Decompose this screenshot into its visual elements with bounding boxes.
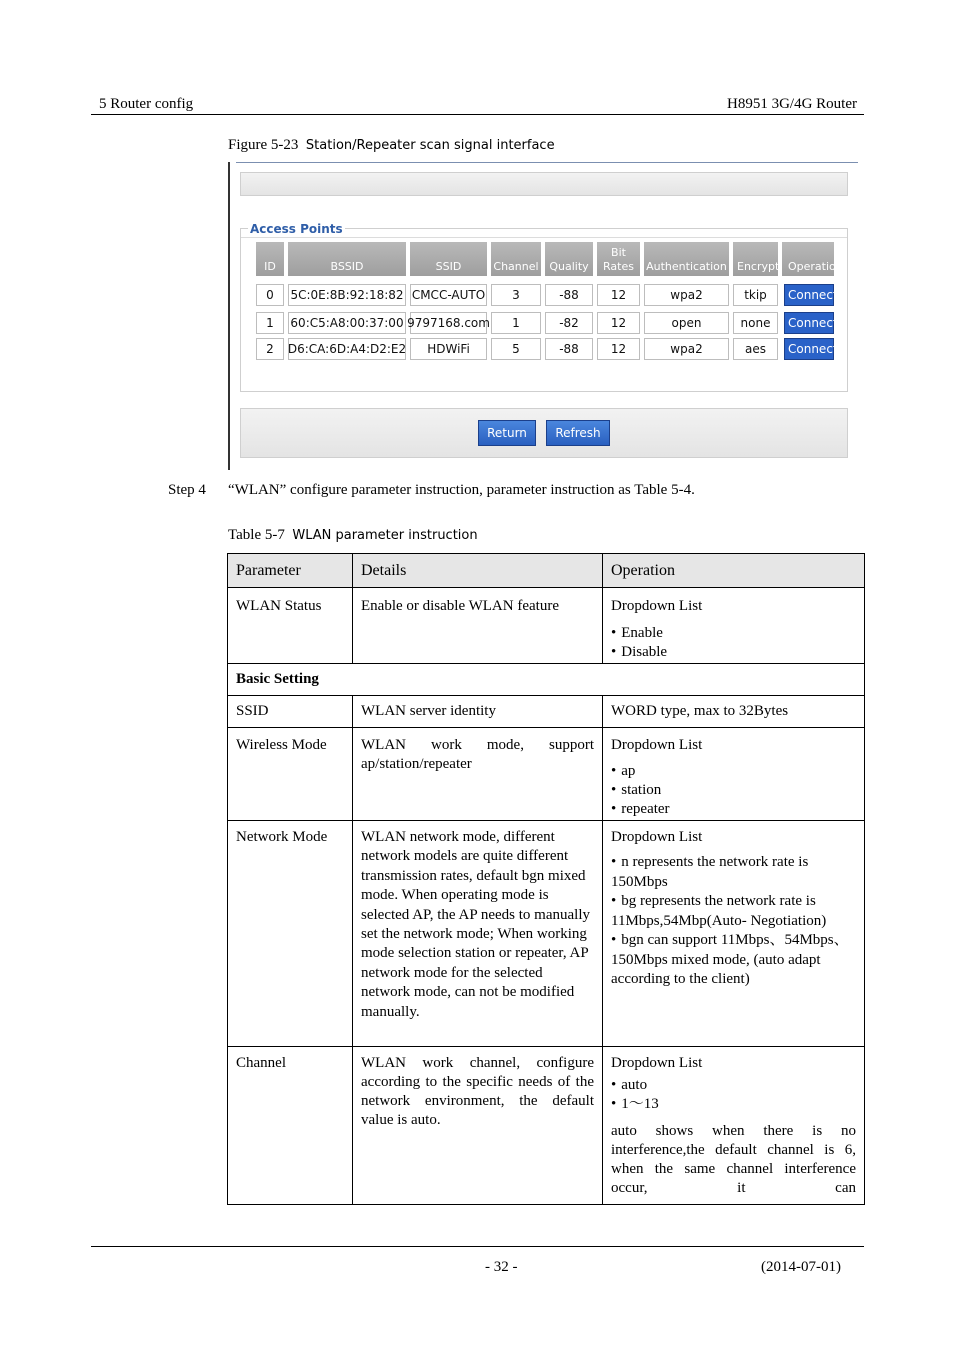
col-header-bitrates-part: Rates	[603, 260, 634, 273]
row1-channel: 1	[491, 312, 541, 334]
row0-auth: wpa2	[644, 284, 729, 306]
figure-left-border	[228, 162, 230, 470]
details-wireless-mode-line2: ap/station/repeater	[361, 756, 472, 772]
row1-encrypt: none	[733, 312, 778, 334]
op-channel	[603, 1047, 865, 1205]
col-header-ssid: SSID	[410, 242, 487, 276]
table-caption-number: Table 5-7	[228, 527, 285, 543]
list-item: • bgn can support 11Mbps、54Mbps、150Mbps mixed mode, (auto adapt according to the client)	[611, 931, 856, 990]
list-item: • ap	[611, 762, 856, 781]
header-left: 5 Router config	[99, 96, 194, 112]
row0-encrypt: tkip	[733, 284, 778, 306]
col-header-encrypt: Encrypt	[733, 242, 778, 276]
row2-bssid: D6:CA:6D:A4:D2:E2	[288, 338, 406, 360]
return-button[interactable]: Return	[478, 420, 536, 446]
row0-channel: 3	[491, 284, 541, 306]
row1-bitrates: 12	[597, 312, 640, 334]
table-row	[228, 821, 865, 1047]
row1-quality: -82	[545, 312, 593, 334]
refresh-button[interactable]: Refresh	[546, 420, 610, 446]
col-header-authentication: Authentication	[644, 242, 729, 276]
wlan-parameter-table	[227, 553, 865, 1205]
op-wireless-mode-title: Dropdown List	[611, 737, 703, 753]
op-wlan-status-title: Dropdown List	[611, 598, 703, 614]
header-parameter: Parameter	[228, 554, 353, 588]
list-item: • n represents the network rate is 150Mbps	[611, 853, 856, 892]
param-wlan-status: WLAN Status	[228, 588, 353, 664]
op-channel-note: auto shows when there is no interference,the default channel is 6, when the same channel interference occur, it can	[611, 1123, 856, 1196]
step-label: Step 4	[168, 482, 206, 498]
row0-id: 0	[256, 284, 284, 306]
list-item: • 1～13	[611, 1095, 856, 1114]
table-row	[228, 728, 865, 821]
panel-inner-rule	[241, 237, 847, 238]
table-caption	[228, 527, 478, 544]
row2-quality: -88	[545, 338, 593, 360]
op-wireless-mode	[603, 728, 865, 821]
row0-bitrates: 12	[597, 284, 640, 306]
col-header-operation: Operation	[782, 242, 834, 276]
op-network-mode-title: Dropdown List	[611, 829, 703, 845]
col-header-bitrates	[597, 242, 640, 276]
figure-top-border	[236, 162, 858, 163]
row1-id: 1	[256, 312, 284, 334]
header-details: Details	[353, 554, 603, 588]
row2-channel: 5	[491, 338, 541, 360]
details-network-mode: WLAN network mode, different network models are quite different transmission rates, default bgn mixed mode. When operating mode is selected AP, the AP needs to manually set the network mode; When working mode selection station or repeater, AP network mode for the selected network mode, can not be modified manually.	[353, 821, 603, 1047]
param-ssid: SSID	[228, 696, 353, 728]
row0-connect-button[interactable]: Connect	[784, 284, 834, 306]
col-header-id: ID	[256, 242, 284, 276]
list-item: • bg represents the network rate is 11Mbps,54Mbp(Auto- Negotiation)	[611, 892, 856, 931]
details-ssid: WLAN server identity	[353, 696, 603, 728]
col-header-bssid: BSSID	[288, 242, 406, 276]
op-ssid: WORD type, max to 32Bytes	[603, 696, 865, 728]
param-wireless-mode: Wireless Mode	[228, 728, 353, 821]
table-header-row	[228, 554, 865, 588]
footer-rule	[91, 1246, 864, 1247]
row1-ssid: 9797168.com	[410, 312, 487, 334]
details-wlan-status: Enable or disable WLAN feature	[353, 588, 603, 664]
details-wireless-mode	[353, 728, 603, 821]
list-item: • auto	[611, 1076, 856, 1095]
header-rule	[91, 114, 864, 115]
row1-connect-button[interactable]: Connect	[784, 312, 834, 334]
details-channel: WLAN work channel, configure according to the specific needs of the network environment, the default value is auto.	[353, 1047, 603, 1205]
figure-caption	[228, 137, 555, 154]
col-header-channel: Channel	[491, 242, 541, 276]
figure-caption-text: Station/Repeater scan signal interface	[305, 138, 555, 153]
op-network-mode	[603, 821, 865, 1047]
table-caption-text: WLAN parameter instruction	[292, 528, 478, 543]
details-wireless-mode-line1: WLAN work mode, support	[361, 737, 594, 753]
table-row	[228, 588, 865, 664]
row0-ssid: CMCC-AUTO	[410, 284, 487, 306]
op-wlan-status	[603, 588, 865, 664]
scan-screenshot	[228, 160, 858, 470]
row2-bitrates: 12	[597, 338, 640, 360]
list-item: • Disable	[611, 643, 856, 662]
list-item: • station	[611, 781, 856, 800]
table-row	[228, 664, 865, 696]
table-row	[228, 696, 865, 728]
row1-bssid: 60:C5:A8:00:37:00	[288, 312, 406, 334]
access-points-title: Access Points	[250, 222, 343, 236]
header-operation: Operation	[603, 554, 865, 588]
param-channel: Channel	[228, 1047, 353, 1205]
bottom-toolbar	[240, 408, 848, 458]
col-header-quality: Quality	[545, 242, 593, 276]
table-row	[228, 1047, 865, 1205]
section-basic-setting: Basic Setting	[228, 664, 865, 696]
row2-encrypt: aes	[733, 338, 778, 360]
list-item: • repeater	[611, 800, 856, 819]
figure-caption-number: Figure 5-23	[228, 137, 299, 153]
row2-id: 2	[256, 338, 284, 360]
row2-auth: wpa2	[644, 338, 729, 360]
page-number: - 32 -	[485, 1259, 518, 1275]
list-item: • Enable	[611, 624, 856, 643]
row0-quality: -88	[545, 284, 593, 306]
step-text: “WLAN” configure parameter instruction, parameter instruction as Table 5-4.	[228, 482, 695, 498]
footer-date: (2014-07-01)	[761, 1259, 841, 1275]
param-network-mode: Network Mode	[228, 821, 353, 1047]
top-toolbar	[240, 172, 848, 196]
row2-connect-button[interactable]: Connect	[784, 338, 834, 360]
row2-ssid: HDWiFi	[410, 338, 487, 360]
row0-bssid: 5C:0E:8B:92:18:82	[288, 284, 406, 306]
header-right: H8951 3G/4G Router	[727, 96, 857, 112]
col-header-bitrates-part: Bit	[611, 246, 626, 259]
row1-auth: open	[644, 312, 729, 334]
op-channel-title: Dropdown List	[611, 1055, 703, 1071]
